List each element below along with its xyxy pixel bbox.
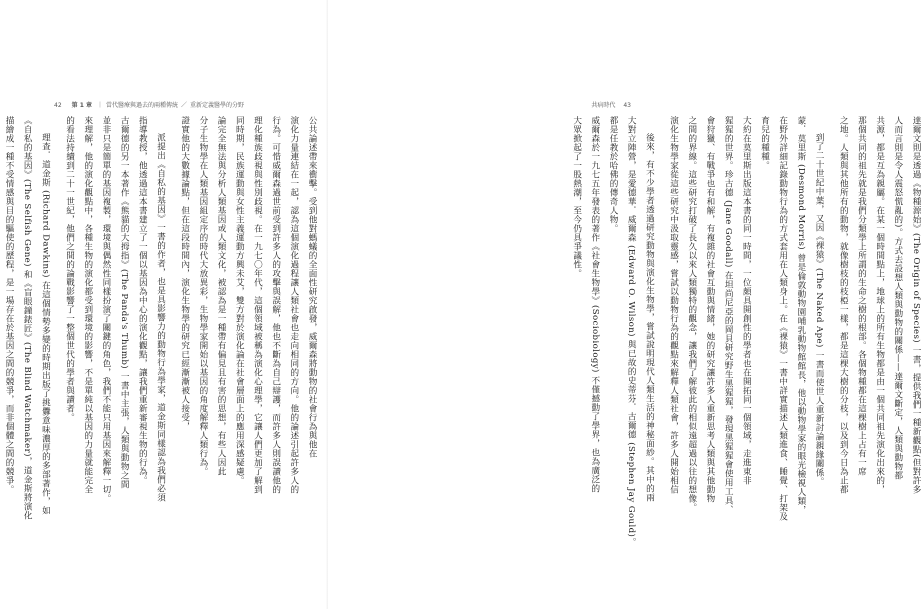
- text-column: 演化力量連結在一起，認為這個演化過程讓人類社會也走向相同的方向。他的論述引起許多人的: [288, 116, 299, 494]
- right-page-number: 43: [623, 102, 631, 109]
- text-column: 派提出《自私的基因》一書的作者，也是具影響力的動物行為學家，道金斯同樣認為我們必須: [155, 133, 166, 502]
- left-page-number: 42: [54, 102, 62, 109]
- text-column: 指導教授，他透過這本書建立了一個以基因為中心的演化觀點，讓我們重新審視生物的行為。: [137, 116, 148, 485]
- text-column: 到了二十世紀中葉，又因《裸猿》(The Naked Ape) 一書而使世人重新討論親緣關係。: [814, 133, 825, 486]
- left-page-header: [54, 100, 244, 109]
- text-column: 《自私的基因》(The Selfish Gene) 和《盲眼鐘錶匠》(The Blind Watchmaker)，道金斯將演化: [22, 116, 33, 520]
- text-column: 並非只是簡單的基因複製，環境與偶然性同樣扮演了關鍵的角色，我們不能只用基因來解釋一切。: [100, 116, 111, 503]
- text-column: 之間的界線。這些研究打破了長久以來人類獨特的觀念，讓我們了解彼此的相似遠超過以往的想像。: [686, 116, 697, 512]
- text-column: 理查．道金斯 (Richard Dawkins) 在這個情勢多變的時期出版了挑釁意味濃厚的多部著作，如: [40, 133, 51, 516]
- text-column: 蒙．莫里斯 (Desmond Morris) 曾是倫敦動物園哺乳動物館館長，他以動物學家的眼光檢視人類，: [795, 116, 806, 515]
- text-column: 論完全無法與分析人類基因或人類文化，被認為是一種帶有偏見且有害的思想，有些人因此: [216, 116, 227, 476]
- book-section-title: 共病時代: [591, 102, 616, 109]
- text-column: 描繪成一種不受情感與目的驅使的歷程，是一場存在於基因之間的競爭，而非個體之間的競爭。: [4, 116, 14, 494]
- right-page-text: [571, 116, 922, 547]
- text-column: 在野外詳細記錄動物行為的方式套用在人類身上。在《裸猿》一書中詳實描述人類進食、睡覺、打架及: [777, 116, 788, 521]
- header-separator: ｜: [97, 102, 104, 109]
- text-column: 理化種族歧視與性別歧視。在一九七〇年代，這個領域被稱為演化心理學，它讓人們更加了解到: [252, 116, 263, 494]
- text-column: 達爾文則是透過《物種源始》(The Origin of Species) 一書，提供我們一種新觀點(但對許多: [911, 116, 921, 494]
- text-column: 同時期，民族運動與女性主義運動方興未艾，雙方對於演化論在社會層面上的應用深感疑慮。: [234, 116, 245, 485]
- text-column: 會狩獵、有戰爭也有和解，有複雜的社會互動與情緒，她的研究讓許多人重新思考人類與其他動物: [704, 116, 715, 503]
- left-page-text: [4, 116, 318, 520]
- text-column: 之地。人類與其他所有的動物，就像樹枝的枝椏一樣，都是這棵大樹的分枝，以及到今日為止都: [838, 116, 849, 494]
- text-column: 演化生物學家從這些研究中汲取靈感，嘗試以動物行為的觀點來解釋人類社會，許多人開始相信: [668, 116, 679, 494]
- text-column: 威爾森於一九七五年發表的著作《社會生物學》(Sociobiology) 不僅撼動了學界，也為廣泛的: [589, 116, 600, 493]
- text-column: 人而言則是令人震怒慌亂的)。方式去設想人類與動物的關係——達爾文斷定，人類與動物都: [892, 116, 903, 480]
- text-column: 後來，有不少學者透過研究動物與演化生物學，嘗試說明現代人類生活的神秘面紗。其中的兩: [644, 133, 655, 502]
- right-page-header: [591, 100, 631, 109]
- text-column: 來理解，他的演化觀點中，各種生物的演化都受到環境的影響，不是單純以基因的力量就能完全: [82, 116, 93, 494]
- chapter-label: 第 1 章: [71, 102, 92, 109]
- text-column: 證實他的大數據論點，但在這段時間內，演化生物學的研究已經漸漸被人接受，: [179, 116, 190, 431]
- text-column: 大約在莫里斯出版這本書的同一時間，一位頗具開創性的學者也在開拓同一個領域，走進東非: [741, 116, 752, 485]
- text-column: 公共論述帶來衝擊。受到他對螞蟻的全面性研究啟發，威爾森將動物的社會行為與他在: [307, 116, 317, 458]
- text-column: 育兒的種種。: [759, 116, 770, 170]
- text-column: 共源，都是互為親屬。在某一個時間點上，地球上的所有生物都是由一個共同祖先演化出來的，: [874, 116, 885, 494]
- text-column: 分子生物學在人類基因組定序的時代大放異彩，生物學家開始以基因的角度解釋人類行為。: [197, 116, 208, 476]
- header-separator: ／: [181, 102, 188, 109]
- text-column: 古爾德的另一本著作《熊貓的大拇指》(The Panda's Thumb) 一書中主張，人類與動物之間: [119, 116, 130, 490]
- text-column: 猩猩的世界。珍古德 (Jane Goodall) 在坦尚尼亞的岡貝研究野生黑猩猩，發現黑猩猩會使用工具、: [723, 116, 734, 514]
- text-column: 都是任教於哈佛的傳奇人物。: [608, 116, 618, 233]
- chapter-title: 當代醫療與過去的兩種傳統: [106, 102, 179, 109]
- text-column: 的看法持續到二十一世紀，他們之間的論戰影響了一整個世代的學者與讀者。: [64, 116, 75, 422]
- right-page: [328, 0, 921, 609]
- left-page: [0, 0, 327, 609]
- text-column: 大眾掀起了一股熱潮，至今仍具爭議性。: [571, 116, 582, 278]
- text-column: 大對立陣營，是愛德華．威爾森 (Edward O. Wilson) 與已故的史蒂芬．古爾德 (Stephen Jay Gould)。: [626, 116, 637, 547]
- text-column: 行為。可惜威爾森過世前受到許多人的攻擊與誤解，他也不斷為自己辯護，而許多人則誤讀他的: [270, 116, 281, 494]
- chapter-subtitle: 重新定義醫學的分野: [190, 102, 245, 109]
- text-column: 那個共同的祖先就是我們分類學上所謂的生命之樹的根部。各個物種都在這棵樹上占有一席: [856, 116, 867, 476]
